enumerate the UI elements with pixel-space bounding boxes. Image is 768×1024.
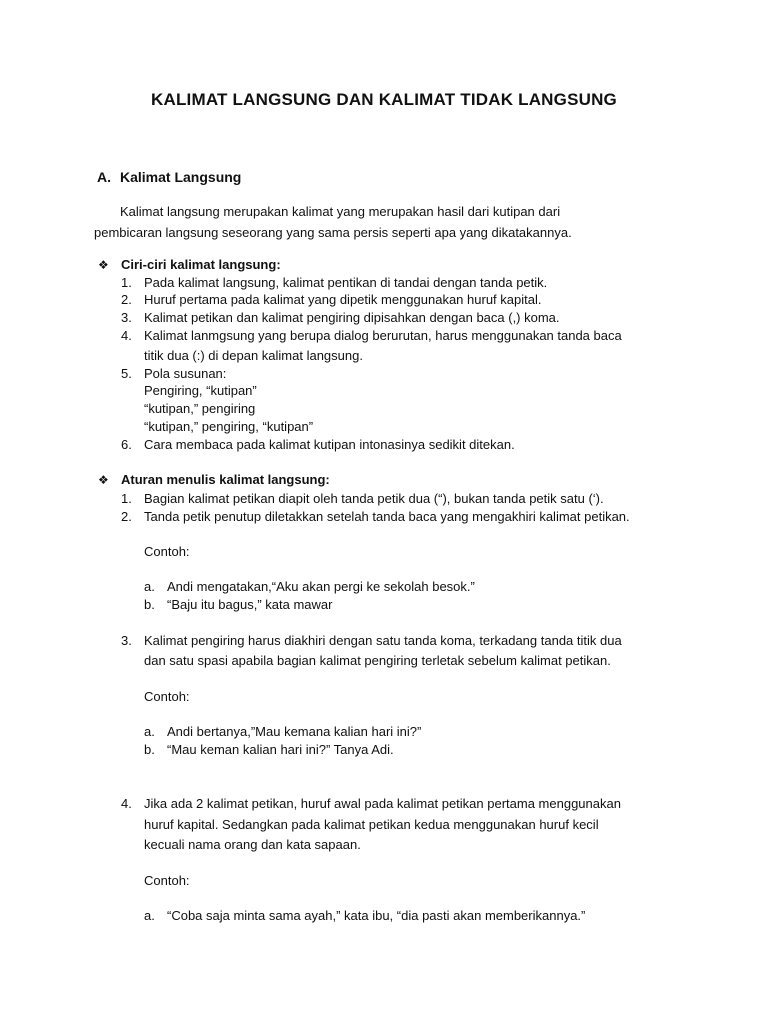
intro-line: pembicaran langsung seseorang yang sama persis seperti apa yang dikatakannya.: [94, 225, 572, 240]
example-item: “Baju itu bagus,” kata mawar: [167, 597, 333, 612]
example-marker: a.: [144, 579, 155, 594]
document-title: KALIMAT LANGSUNG DAN KALIMAT TIDAK LANGSUNG: [151, 90, 617, 109]
list-item-continued: kecuali nama orang dan kata sapaan.: [144, 837, 361, 852]
example-marker: b.: [144, 742, 155, 757]
list-item: Cara membaca pada kalimat kutipan intonasinya sedikit ditekan.: [144, 437, 515, 452]
contoh-label: Contoh:: [144, 689, 190, 704]
contoh-label: Contoh:: [144, 544, 190, 559]
list-number: 2.: [121, 292, 132, 307]
list-item: Kalimat pengiring harus diakhiri dengan satu tanda koma, terkadang tanda titik dua: [144, 633, 622, 648]
list-number: 4.: [121, 796, 132, 811]
example-item: “Coba saja minta sama ayah,” kata ibu, “dia pasti akan memberikannya.”: [167, 908, 586, 923]
example-marker: a.: [144, 908, 155, 923]
diamond-bullet-icon: ❖: [98, 258, 109, 272]
list-number: 5.: [121, 366, 132, 381]
list-number: 2.: [121, 509, 132, 524]
list-item-continued: titik dua (:) di depan kalimat langsung.: [144, 348, 363, 363]
list-number: 1.: [121, 491, 132, 506]
list-item: Bagian kalimat petikan diapit oleh tanda petik dua (“), bukan tanda petik satu (‘).: [144, 491, 604, 506]
pola-line: Pengiring, “kutipan”: [144, 383, 257, 398]
pola-line: “kutipan,” pengiring: [144, 401, 256, 416]
aturan-heading: Aturan menulis kalimat langsung:: [121, 472, 330, 487]
list-item-continued: huruf kapital. Sedangkan pada kalimat petikan kedua menggunakan huruf kecil: [144, 817, 599, 832]
list-number: 3.: [121, 310, 132, 325]
section-heading: Kalimat Langsung: [120, 169, 242, 185]
intro-line: Kalimat langsung merupakan kalimat yang merupakan hasil dari kutipan dari: [120, 204, 561, 219]
list-item-continued: dan satu spasi apabila bagian kalimat pengiring terletak sebelum kalimat petikan.: [144, 653, 611, 668]
example-item: Andi mengatakan,“Aku akan pergi ke sekolah besok.”: [167, 579, 475, 594]
contoh-label: Contoh:: [144, 873, 190, 888]
list-number: 6.: [121, 437, 132, 452]
ciri-heading: Ciri-ciri kalimat langsung:: [121, 257, 281, 272]
list-item: Pola susunan:: [144, 366, 227, 381]
list-number: 1.: [121, 275, 132, 290]
list-number: 3.: [121, 633, 132, 648]
example-item: Andi bertanya,”Mau kemana kalian hari ini?”: [167, 724, 422, 739]
list-item: Kalimat lanmgsung yang berupa dialog berurutan, harus menggunakan tanda baca: [144, 328, 622, 343]
list-item: Kalimat petikan dan kalimat pengiring dipisahkan dengan baca (,) koma.: [144, 310, 560, 325]
list-item: Pada kalimat langsung, kalimat pentikan di tandai dengan tanda petik.: [144, 275, 548, 290]
example-marker: b.: [144, 597, 155, 612]
list-item: Tanda petik penutup diletakkan setelah tanda baca yang mengakhiri kalimat petikan.: [144, 509, 630, 524]
list-item: Huruf pertama pada kalimat yang dipetik menggunakan huruf kapital.: [144, 292, 542, 307]
example-item: “Mau keman kalian hari ini?” Tanya Adi.: [167, 742, 394, 757]
diamond-bullet-icon: ❖: [98, 473, 109, 487]
list-item: Jika ada 2 kalimat petikan, huruf awal pada kalimat petikan pertama menggunakan: [144, 796, 621, 811]
list-number: 4.: [121, 328, 132, 343]
example-marker: a.: [144, 724, 155, 739]
section-marker: A.: [97, 169, 111, 185]
pola-line: “kutipan,” pengiring, “kutipan”: [144, 419, 314, 434]
